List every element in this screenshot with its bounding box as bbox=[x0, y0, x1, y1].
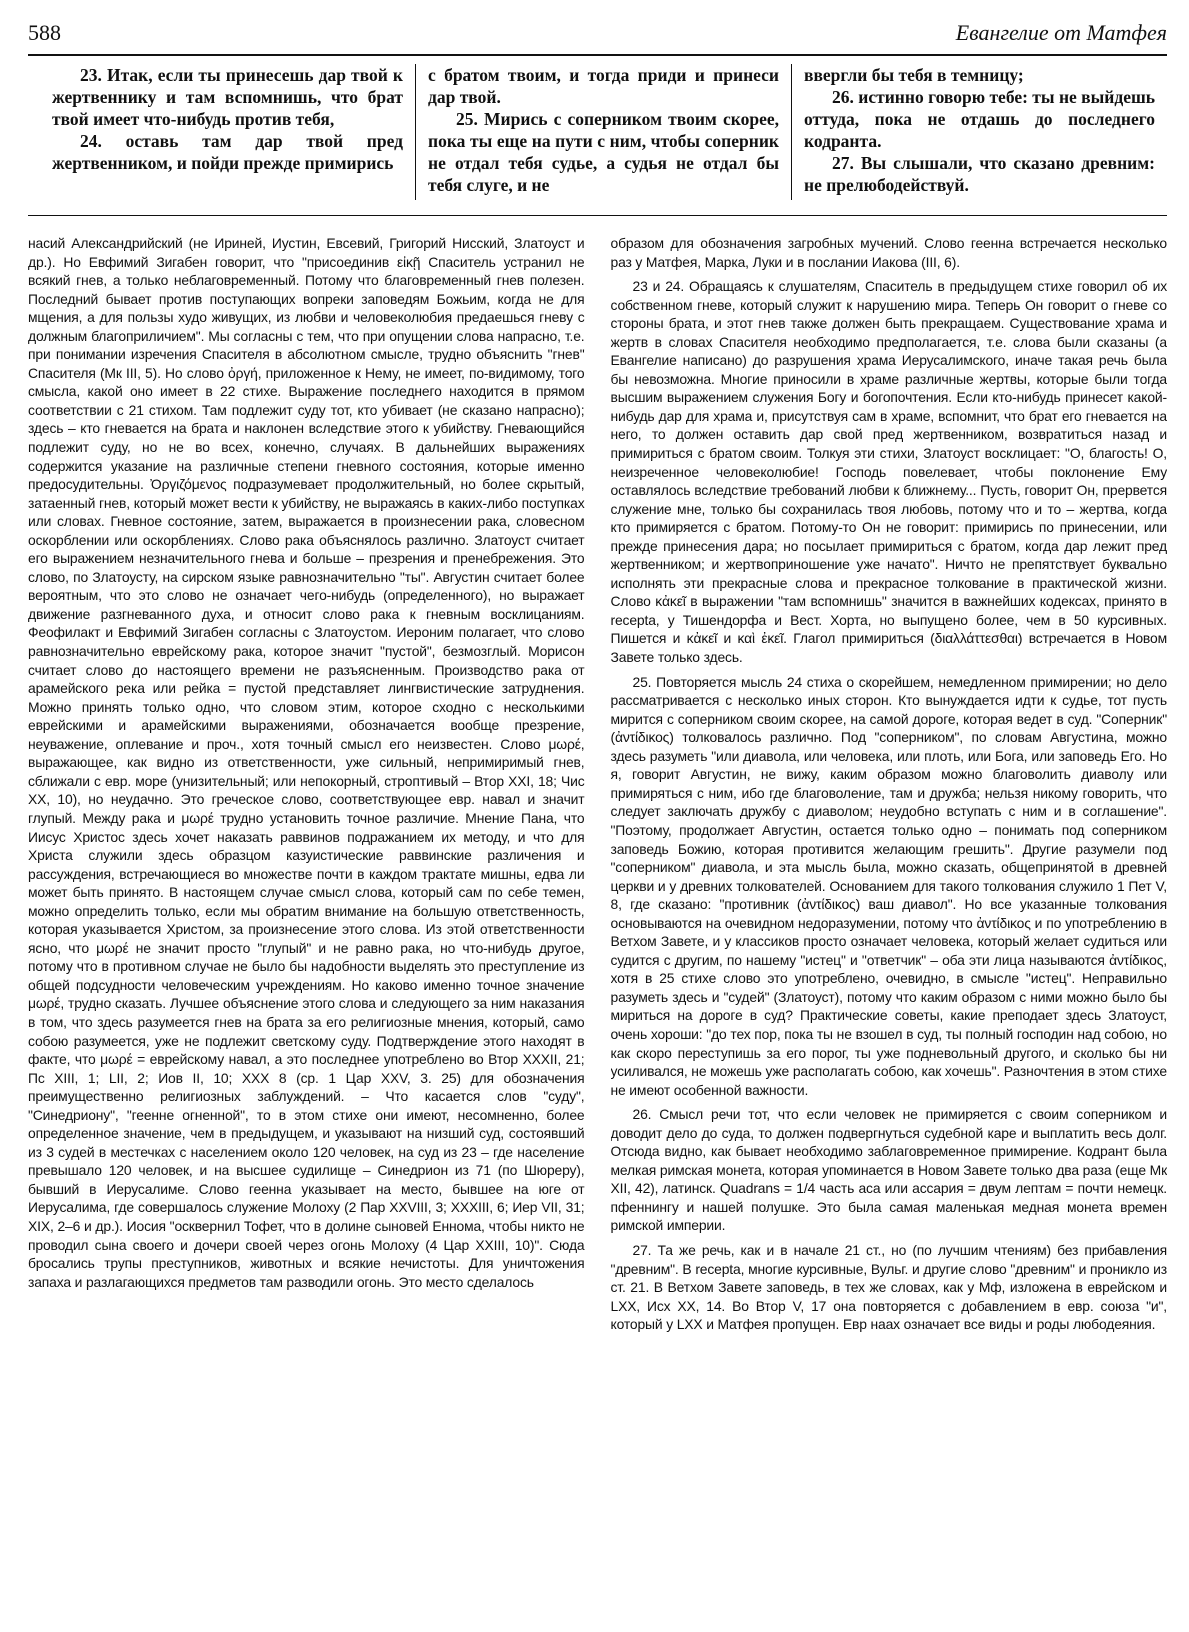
commentary-text bbox=[28, 234, 1167, 1622]
scripture-column-1 bbox=[28, 64, 415, 200]
verse-paragraph: 27. Вы слышали, что сказано древним: не прелюбодействуй. bbox=[804, 153, 1155, 195]
scripture-text bbox=[28, 64, 1167, 200]
page-number: 588 bbox=[28, 20, 61, 45]
commentary-paragraph: 27. Та же речь, как и в начале 21 ст., но (по лучшим чтениям) без прибавления "древним". В recepta, многие курсивные, Вульг. и другие слово "древним" и проникло из ст. 21. В Ветхом Завете заповедь, в тех же словах, как у Мф, изложена в еврейском и LXX, Исх XX, 14. Во Втор V, 17 она повторяется с добавлением в евр. союза "и", который у LXX и Матфея пропущен. Евр наах означает все виды и роды любодеяния. bbox=[610, 1241, 1167, 1333]
verse-paragraph: 24. оставь там дар твой пред жертвенником, и пойди прежде примирись bbox=[52, 131, 403, 173]
verse-paragraph: 23. Итак, если ты принесешь дар твой к жертвеннику и там вспомнишь, что брат твой имеет что-нибудь против тебя, bbox=[52, 65, 403, 129]
verse-paragraph: ввергли бы тебя в темницу; bbox=[804, 65, 1024, 85]
verse-paragraph: 25. Мирись с соперником твоим скорее, пока ты еще на пути с ним, чтобы соперник не отдал тебя судье, а судья не отдал бы тебя слуге, и не bbox=[428, 109, 779, 195]
verse-paragraph: с братом твоим, и тогда приди и принеси дар твой. bbox=[428, 65, 779, 107]
scripture-column-3 bbox=[791, 64, 1167, 200]
scripture-column-2 bbox=[415, 64, 791, 200]
running-head bbox=[28, 18, 1167, 56]
commentary-paragraph: 26. Смысл речи тот, что если человек не примиряется с своим соперником и доводит дело до суда, то должен подвергнуться судебной каре и выплатить весь долг. Отсюда видно, как бывает необходимо заблаговременное примирение. Кодрант была мелкая римская монета, которая упоминается в Новом Завете только два раза (еще Мк XII, 42), латинск. Quadrans = 1/4 часть аса или ассария = двум лептам = почти немецк. пфеннингу и нашей полушке. Это была самая маленькая медная монета времен римской империи. bbox=[610, 1106, 1167, 1234]
verse-paragraph: 26. истинно говорю тебе: ты не выйдешь оттуда, пока не отдашь до последнего кодранта. bbox=[804, 87, 1156, 151]
commentary-column-left bbox=[28, 234, 585, 1622]
commentary-paragraph: образом для обозначения загробных мучений. Слово геенна встречается несколько раз у Матфея, Марка, Луки и в послании Иакова (III, 6). bbox=[610, 235, 1167, 270]
section-title: Евангелие от Матфея bbox=[955, 20, 1167, 45]
commentary-paragraph: 23 и 24. Обращаясь к слушателям, Спаситель в предыдущем стихе говорил об их собственном гневе, который служит к нарушению мира. Теперь Он говорит о гневе со стороны брата, и этот гнев также должен быть прекращаем. Существование храма и жертв в словах Спасителя необходимо предполагается, т.е. слова были сказаны (а Евангелие написано) до разрушения храма Иерусалимского, иначе такая речь была бы невозможна. Многие приносили в храме различные жертвы, которые были тогда высшим выражением служения Богу и богопочтения. Если кто-нибудь принесет какой-нибудь дар для храма и, присутствуя сам в храме, вспомнит, что брат его гневается на него, то должен оставить дар свой пред жертвенником, возвратиться назад и примириться с братом своим. Толкуя эти стихи, Златоуст восклицает: "О, благость! О, неизреченное человеколюбие! Господь повелевает, чтобы поклонение Ему оставлялось вследствие требований любви к ближнему... Пусть, говорит Он, прервется служение мне, только бы сохранилась твоя любовь, потому что и то – жертва, когда кто примиряется с братом. Потому-то Он не говорит: примирись по принесении, или прежде принесения дара; но посылает примириться с братом, когда дар лежит пред жертвенником; и жертвоприношение уже начато". Ничто не препятствует буквально исполнять эти прекрасные слова и прекрасное толкование в практической жизни. Слово κἀκεῖ в выражении "там вспомнишь" значится в важнейших кодексах, принято в recepta, у Тишендорфа и Вест. Хорта, но выпущено более, чем в 50 курсивных. Пишется и κἀκεῖ и καὶ ἐκεῖ. Глагол примириться (διαλλάττεσθαι) встречается в Новом Завете только здесь. bbox=[610, 278, 1167, 666]
commentary-paragraph: 25. Повторяется мысль 24 стиха о скорейшем, немедленном примирении; но дело рассматривается с несколько иных сторон. Кто вынуждается идти к судье, тот пусть мирится с соперником своим скорее, на самой дороге, которая ведет в суд. "Соперник" (ἀντίδικος) толковалось различно. Под "соперником", по словам Августина, можно здесь разуметь "или диавола, или человека, или плоть, или Бога, или заповедь Его. Но я, говорит Августин, не вижу, каким образом можно благоволить диаволу или примиряться с ним, ибо где благоволение, там и дружба; нельзя никому говорить, что следует заключать дружбу с диаволом; неудобно вступать с ним и в соглашение". "Поэтому, продолжает Августин, остается только одно – понимать под соперником заповедь Божию, которая противится желающим грешить". Другие разумели под "соперником" диавола, и эта мысль была, можно сказать, общепринятой в древней церкви и у древних толкователей. Основанием для такого толкования служило 1 Пет V, 8, где сказано: "противник (ἀντίδικος) ваш диавол". Но все указанные толкования основываются на очевидном недоразумении, потому что ἀντίδικος и по употреблению в Ветхом Завете, и у классиков просто означает человека, который желает судиться или судится с другим, по нашему "истец" и "ответчик" – оба эти лица называются ἀντίδικος, хотя в 25 стихе слово это употреблено, очевидно, в смысле "истец". Неправильно разуметь здесь и "судей" (Златоуст), потому что каким образом с ними можно было бы мириться на дороге в суд? Практические советы, какие преподает здесь Златоуст, очень хороши: "до тех пор, пока ты не взошел в суд, ты полный господин над собою, но как скоро переступишь за его порог, ты уже подневольный другого, и сколько бы ни усиливался, не можешь уже располагать собою, как хочешь". Разночтения в этом стихе не имеют особенной важности. bbox=[610, 673, 1167, 1098]
commentary-column-right bbox=[611, 234, 1168, 1622]
commentary-paragraph: насий Александрийский (не Ириней, Иустин, Евсевий, Григорий Нисский, Златоуст и др.). Но Евфимий Зигабен говорит, что "присоединив εἰκῇ Спаситель устранил не всякий гнев, а только неблаговременный. Потому что благовременный гнев полезен. Последний бывает против поступающих вопреки заповедям Божьим, когда не для мщения, а для пользы худо живущих, из любви и человеколюбия предаешься гневу с должным благоприличием". Мы согласны с тем, что при опущении слова напрасно, т.е. при понимании изречения Спасителя в абсолютном смысле, трудно объяснить "гнев" Спасителя (Мк III, 5). Но слово ὀργή, приложенное к Нему, не имеет, по-видимому, того смысла, какой оно имеет в 22 стихе. Выражение последнего находится в прямом соответствии с 21 стихом. Там подлежит суду тот, кто убивает (не сказано напрасно); здесь – кто гневается на брата и наклонен вследствие этого к убийству. Гневающийся подлежит суду, но не во всех, конечно, случаях. В дальнейших выражениях содержится указание на различные степени гневного состояния, которые именно предосудительны. Ὀργιζόμενος подразумевает продолжительный, но более скрытый, затаенный гнев, который может вести к убийству, не выражаясь в каких-либо поступках или словах. Гневное состояние, затем, выражается в произнесении рака, словесном оскорблении или оскорблениях. Слово рака объяснялось различно. Златоуст считает его выражением незначительного гнева и больше – презрения и пренебрежения. Это слово, по Златоусту, на сирском языке равнозначительно "ты". Августин считает более вероятным, что это слово не означает чего-нибудь (определенного), но выражает движение разгневанного духа, и относит слово рака к гневным восклицаниям. Феофилакт и Евфимий Зигабен согласны с Златоустом. Иероним полагает, что слово равнозначительно еврейскому рака, которое значит "пустой", безмозглый. Морисон считает слово до настоящего времени не разъясненным. Производство рака от арамейского река или рейка = пустой представляет лингвистические затруднения. Можно принять только одно, что словом этим, которое сходно с несколькими еврейскими и арамейскими выражениями, обозначается вообще презрение, неуважение, оплевание и проч., хотя точный смысл его неизвестен. Слово μωρέ, выражающее, как видно из ответственности, уже сильный, непримиримый гнев, сближали с евр. море (унизительный; или непокорный, строптивый – Втор XXI, 18; Чис XX, 10), но неудачно. Это греческое слово, соответствующее евр. навал и значит глупый. Между рака и μωρέ трудно установить точное различие. Мнение Пана, что Иисус Христос здесь хочет наказать раввинов подражанием их методу, и что для Христа служили здесь образцом казуистические раввинские различения и рассуждения, встречающиеся во множестве почти в каждом трактате мишны, едва ли может быть принято. В настоящем случае смысл слова, который сам по себе темен, можно определить только, если мы обратим внимание на большую ответственность, которая указывается Христом, за произнесение этого слова. Из этой ответственности ясно, что μωρέ не значит просто "глупый" и не равно рака, но что-нибудь другое, потому что в противном случае не было бы надобности выделять это преступление из общей подсудности человеческим учреждениям. Но каково именно точное значение μωρέ, трудно сказать. Лучшее объяснение этого слова и следующего за ним наказания в том, что здесь разумеется гнев на брата за его религиозные мнения, который, само собою разумеется, уже не подлежит светскому суду. Подтверждение этого находят в факте, что μωρέ = еврейскому навал, а это последнее употреблено во Втор XXXII, 21; Пс XIII, 1; LII, 2; Иов II, 10; XXX 8 (ср. 1 Цар XXV, 3. 25) для обозначения преимущественно религиозных заблуждений. – Что касается слов "суду", "Синедриону", "геенне огненной", то в этом стихе они имеют, несомненно, более определенное значение, чем в предыдущем, и указывают на низший суд, состоявший из 3 судей в местечках с населением около 120 человек, на суд из 23 – где население превышало 120 человек, и на высшее судилище – Синедрион из 71 (по Шюреру), бывший в Иерусалиме. Слово геенна указывает на место, бывшее на юге от Иерусалима, где совершалось служение Молоху (2 Пар XXVIII, 3; XXXIII, 6; Иер VII, 31; XIX, 2–6 и др.). Иосия "осквернил Тофет, что в долине сыновей Еннома, чтобы никто не проводил сына своего и дочери своей через огонь Молоху (4 Цар XXIII, 10)". Сюда бросались трупы преступников, животных и всякие нечистоты. Для уничтожения запаха и разлагающихся предметов там разводили огонь. Это место сделалось bbox=[28, 235, 585, 1290]
separator-rule bbox=[28, 215, 1167, 216]
